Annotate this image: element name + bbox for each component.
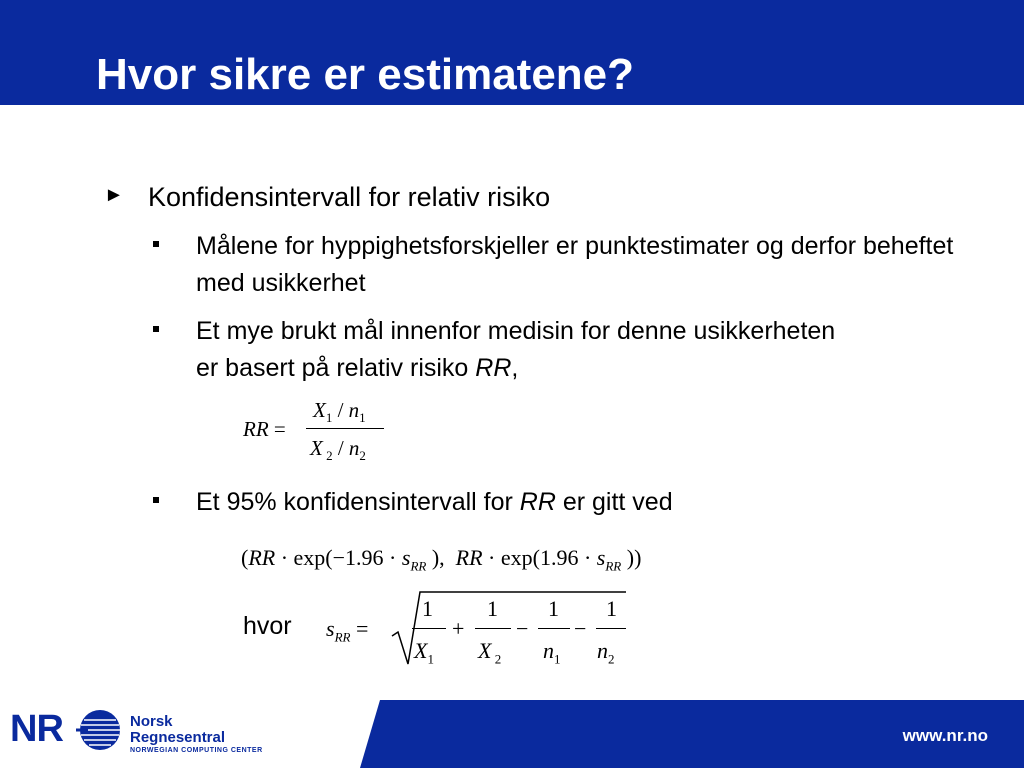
slide-title: Hvor sikre er estimatene? xyxy=(96,50,635,99)
term-num: 1 xyxy=(487,596,498,621)
term-num: 1 xyxy=(606,596,617,621)
ci-formula: ($RR \cdot \exp(-1.96 \cdot s_{RR}$ ), RR · $\exp(1.96 \cdot s_{RR}$ )) xyxy=(241,545,642,574)
term-den: X $_2$ xyxy=(478,638,502,667)
frac-line xyxy=(475,628,511,629)
footer-url-link[interactable]: www.nr.no xyxy=(902,726,988,745)
hvor-label: hvor xyxy=(243,612,292,640)
plus-sign: + xyxy=(452,616,465,641)
square-bullet-icon xyxy=(153,241,159,247)
logo-line-3: NORWEGIAN COMPUTING CENTER xyxy=(130,747,263,754)
logo-line-2: Regnesentral xyxy=(130,729,226,746)
rr-lhs: RR = xyxy=(243,417,286,441)
minus-sign: − xyxy=(574,616,587,641)
bullet-main-text: Konfidensintervall for relativ risiko xyxy=(148,182,551,212)
term-den: $X_1$ xyxy=(414,638,434,667)
square-bullet-icon xyxy=(153,497,159,503)
square-bullet-icon xyxy=(153,326,159,332)
bullet-2-text: Et mye brukt mål innenfor medisin for denne usikkerheten er basert på relativ risiko RR, xyxy=(196,317,836,382)
term-den: $n_2$ xyxy=(597,638,615,667)
nr-logo-mark: NR xyxy=(10,708,63,750)
globe-icon xyxy=(76,707,128,753)
term-num: 1 xyxy=(422,596,433,621)
rr-fraction-line xyxy=(306,428,384,429)
bullet-3-text: Et 95% konfidensintervall for RR er gitt ved xyxy=(196,488,673,516)
triangle-bullet-icon: ► xyxy=(104,184,124,206)
s-rr-lhs: $s_{RR}$ = xyxy=(326,616,369,645)
rr-numerator: $X_1 / n_1$ xyxy=(313,398,366,426)
frac-line xyxy=(538,628,570,629)
rr-denominator: X $_2 / n_2$ xyxy=(310,436,366,464)
bullet-1-text: Målene for hyppighetsforskjeller er punktestimater og derfor beheftet med usikkerhet xyxy=(196,232,954,297)
minus-sign: − xyxy=(516,616,529,641)
term-num: 1 xyxy=(548,596,559,621)
term-den: $n_1$ xyxy=(543,638,561,667)
logo-line-1: Norsk xyxy=(130,713,173,730)
frac-line xyxy=(596,628,626,629)
frac-line xyxy=(412,628,446,629)
